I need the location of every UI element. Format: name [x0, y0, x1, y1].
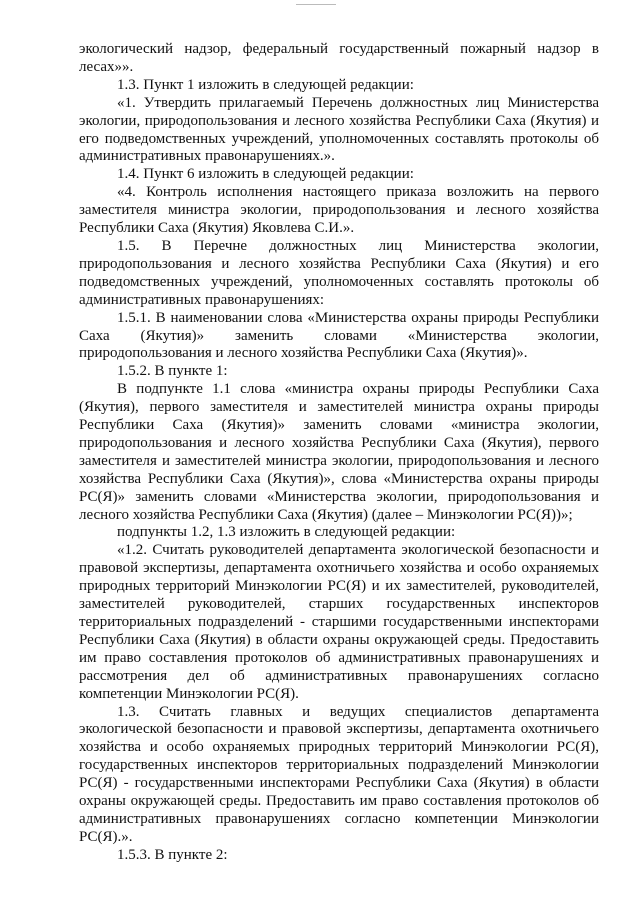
page-top-mark [296, 0, 336, 5]
paragraph-1-5-3-heading: 1.5.3. В пункте 2: [117, 846, 228, 863]
paragraph-continuation: экологический надзор, федеральный государственный пожарный надзор в лесах»». [79, 41, 599, 75]
paragraph-subpoints-intro: подпункты 1.2, 1.3 изложить в следующей редакции: [117, 524, 456, 541]
paragraph-1-4-text: «4. Контроль исполнения настоящего приказа возложить на первого заместителя министра экологии, природопользования и лесного хозяйства Республики Саха (Якутия) Яковлева С.И.». [79, 184, 599, 237]
paragraph-1-4-heading: 1.4. Пункт 6 изложить в следующей редакции: [117, 166, 414, 183]
paragraph-subpoint-1-3: 1.3. Считать главных и ведущих специалистов департамента экологической безопасности и правовой экспертизы, департамента охотничьего хозяйства и особо охраняемых природных территорий Минэкологии РС(Я), государственных инспекторов территориальных подразделений Минэкологии РС(Я) - государственными инспекторами Республики Саха (Якутия) в области охраны окружающей среды. Предоставить им право составления протоколов об административных правонарушениях согласно компетенции Минэкологии РС(Я).». [79, 703, 599, 845]
paragraph-1-5-2-heading: 1.5.2. В пункте 1: [117, 363, 228, 380]
paragraph-1-3-text: «1. Утвердить прилагаемый Перечень должностных лиц Министерства экологии, природопользования и лесного хозяйства Республики Саха (Якутия) и его подведомственных учреждений, уполномоченных составлять протоколы об административных правонарушениях.». [79, 94, 599, 165]
paragraph-1-5: 1.5. В Перечне должностных лиц Министерства экологии, природопользования и лесного хозяйства Республики Саха (Якутия) и его подведомственных учреждений, уполномоченных составлять протоколы об административных правонарушениях: [79, 237, 599, 308]
document-page [79, 41, 599, 865]
paragraph-1-3-heading: 1.3. Пункт 1 изложить в следующей редакции: [117, 76, 414, 93]
paragraph-subpoint-1-2: «1.2. Считать руководителей департамента экологической безопасности и правовой экспертизы, департамента охотничьего хозяйства и особо охраняемых природных территорий Минэкологии РС(Я) и их заместителей, руководителей, заместителей руководителей, старших государственных инспекторов территориальных подразделений - старшими государственными инспекторами Республики Саха (Якутия) в области охраны окружающей среды. Предоставить им право составления протоколов об административных правонарушениях и рассмотрения дел об административных правонарушениях согласно компетенции Минэкологии РС(Я). [79, 542, 599, 702]
paragraph-1-5-1: 1.5.1. В наименовании слова «Министерства охраны природы Республики Саха (Якутия)» заменить словами «Министерства экологии, природопользования и лесного хозяйства Республики Саха (Якутия)». [79, 309, 599, 362]
paragraph-subpoint-1-1: В подпункте 1.1 слова «министра охраны природы Республики Саха (Якутия), первого заместителя и заместителей министра охраны природы Республики Саха (Якутия)» заменить словами «министра экологии, природопользования и лесного хозяйства Республики Саха (Якутия), первого заместителя и заместителей министра экологии, природопользования и лесного хозяйства Республики Саха (Якутия)», слова «Министерства охраны природы РС(Я)» заменить словами «Министерства экологии, природопользования и лесного хозяйства Республики Саха (Якутия) (далее – Минэкологии РС(Я))»; [79, 381, 599, 523]
